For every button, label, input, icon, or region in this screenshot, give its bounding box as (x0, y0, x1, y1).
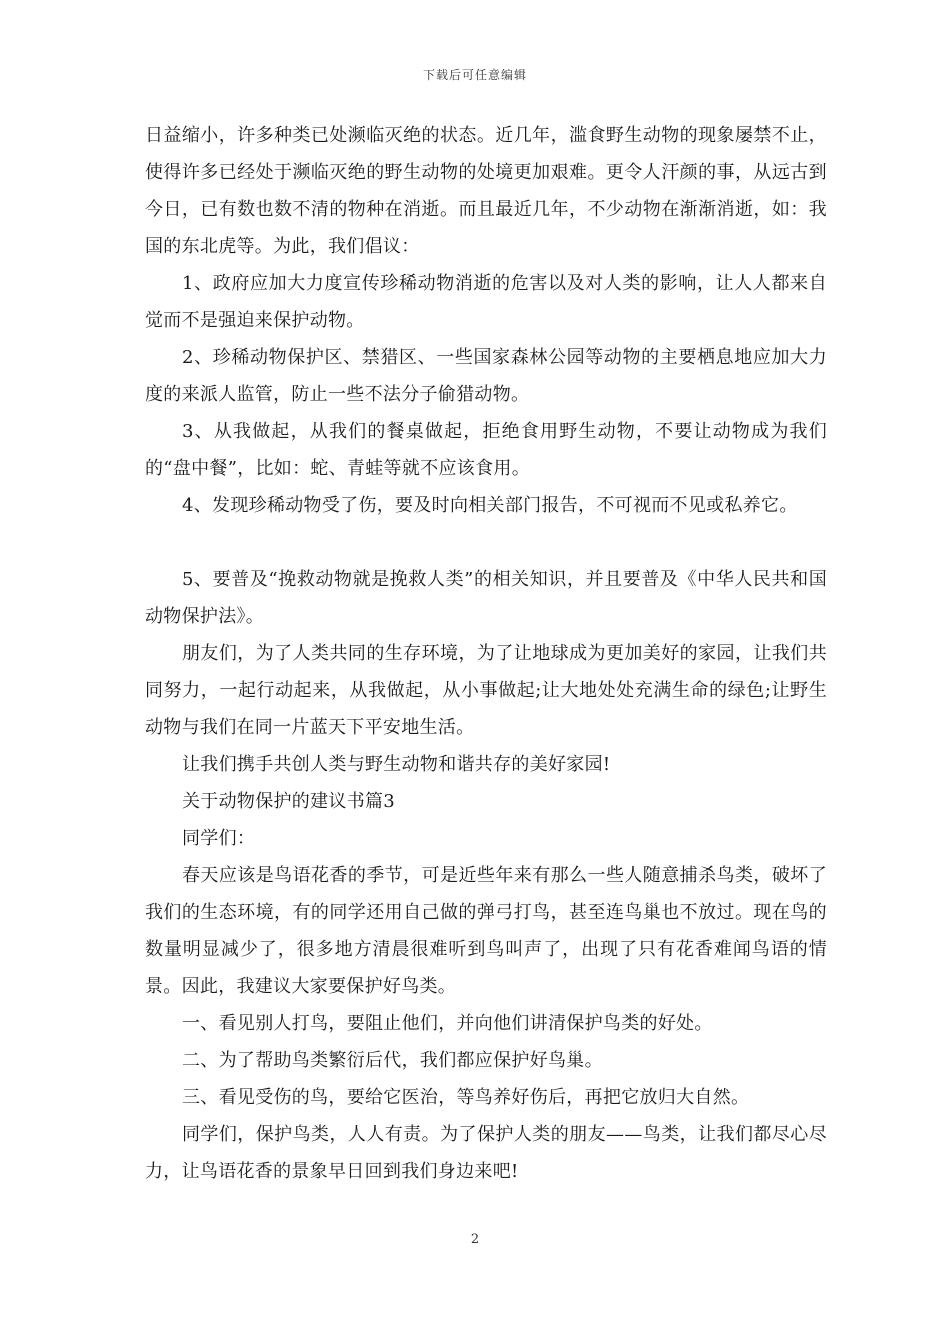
proposal-item-3: 3、从我做起，从我们的餐桌做起，拒绝食用野生动物，不要让动物成为我们的“盘中餐”，比如：蛇、青蛙等就不应该食用。 (145, 421, 827, 479)
section-title-part-3: 关于动物保护的建议书篇3 (182, 791, 396, 812)
proposal-item-1: 1、政府应加大力度宣传珍稀动物消逝的危害以及对人类的影响，让人人都来自觉而不是强迫来保护动物。 (145, 273, 827, 331)
page-number: 2 (470, 1232, 480, 1247)
proposal-item-5: 5、要普及“挽救动物就是挽救人类”的相关知识，并且要普及《中华人民共和国动物保护法》。 (145, 569, 827, 627)
proposal-item-4: 4、发现珍稀动物受了伤，要及时向相关部门报告，不可视而不见或私养它。 (182, 495, 798, 516)
birds-item-1: 一、看见别人打鸟，要阻止他们，并向他们讲清保护鸟类的好处。 (182, 1013, 713, 1034)
paragraph-birds-intro: 春天应该是鸟语花香的季节，可是近些年来有那么一些人随意捕杀鸟类，破坏了我们的生态环境，有的同学还用自己做的弹弓打鸟，甚至连鸟巢也不放过。现在鸟的数量明显减少了，很多地方清晨很难听到鸟叫声了，出现了只有花香难闻鸟语的情景。因此，我建议大家要保护好鸟类。 (145, 865, 827, 997)
paragraph-birds-conclusion: 同学们，保护鸟类，人人有责。为了保护人类的朋友——鸟类，让我们都尽心尽力，让鸟语花香的景象早日回到我们身边来吧! (145, 1124, 827, 1182)
paragraph-closing-slogan: 让我们携手共创人类与野生动物和谐共存的美好家园! (182, 754, 611, 775)
birds-item-3: 三、看见受伤的鸟，要给它医治，等鸟养好伤后，再把它放归大自然。 (182, 1087, 750, 1108)
paragraph-endangered-status: 日益缩小，许多种类已处濒临灭绝的状态。近几年，滥食野生动物的现象屡禁不止，使得许多已经处于濒临灭绝的野生动物的处境更加艰难。更令人汗颜的事，从远古到今日，已有数也数不清的物种在消逝。而且最近几年，不少动物在渐渐消逝，如：我国的东北虎等。为此，我们倡议： (145, 125, 827, 257)
paragraph-appeal-friends: 朋友们，为了人类共同的生存环境，为了让地球成为更加美好的家园，让我们共同努力，一起行动起来，从我做起，从小事做起;让大地处处充满生命的绿色;让野生动物与我们在同一片蓝天下平安地生活。 (145, 643, 827, 738)
proposal-item-2: 2、珍稀动物保护区、禁猎区、一些国家森林公园等动物的主要栖息地应加大力度的来派人监管，防止一些不法分子偷猎动物。 (145, 347, 827, 405)
document-body (145, 117, 827, 1190)
birds-item-2: 二、为了帮助鸟类繁衍后代，我们都应保护好鸟巢。 (182, 1050, 603, 1071)
salutation: 同学们： (182, 828, 256, 849)
page-header-note: 下载后可任意编辑 (422, 68, 527, 82)
